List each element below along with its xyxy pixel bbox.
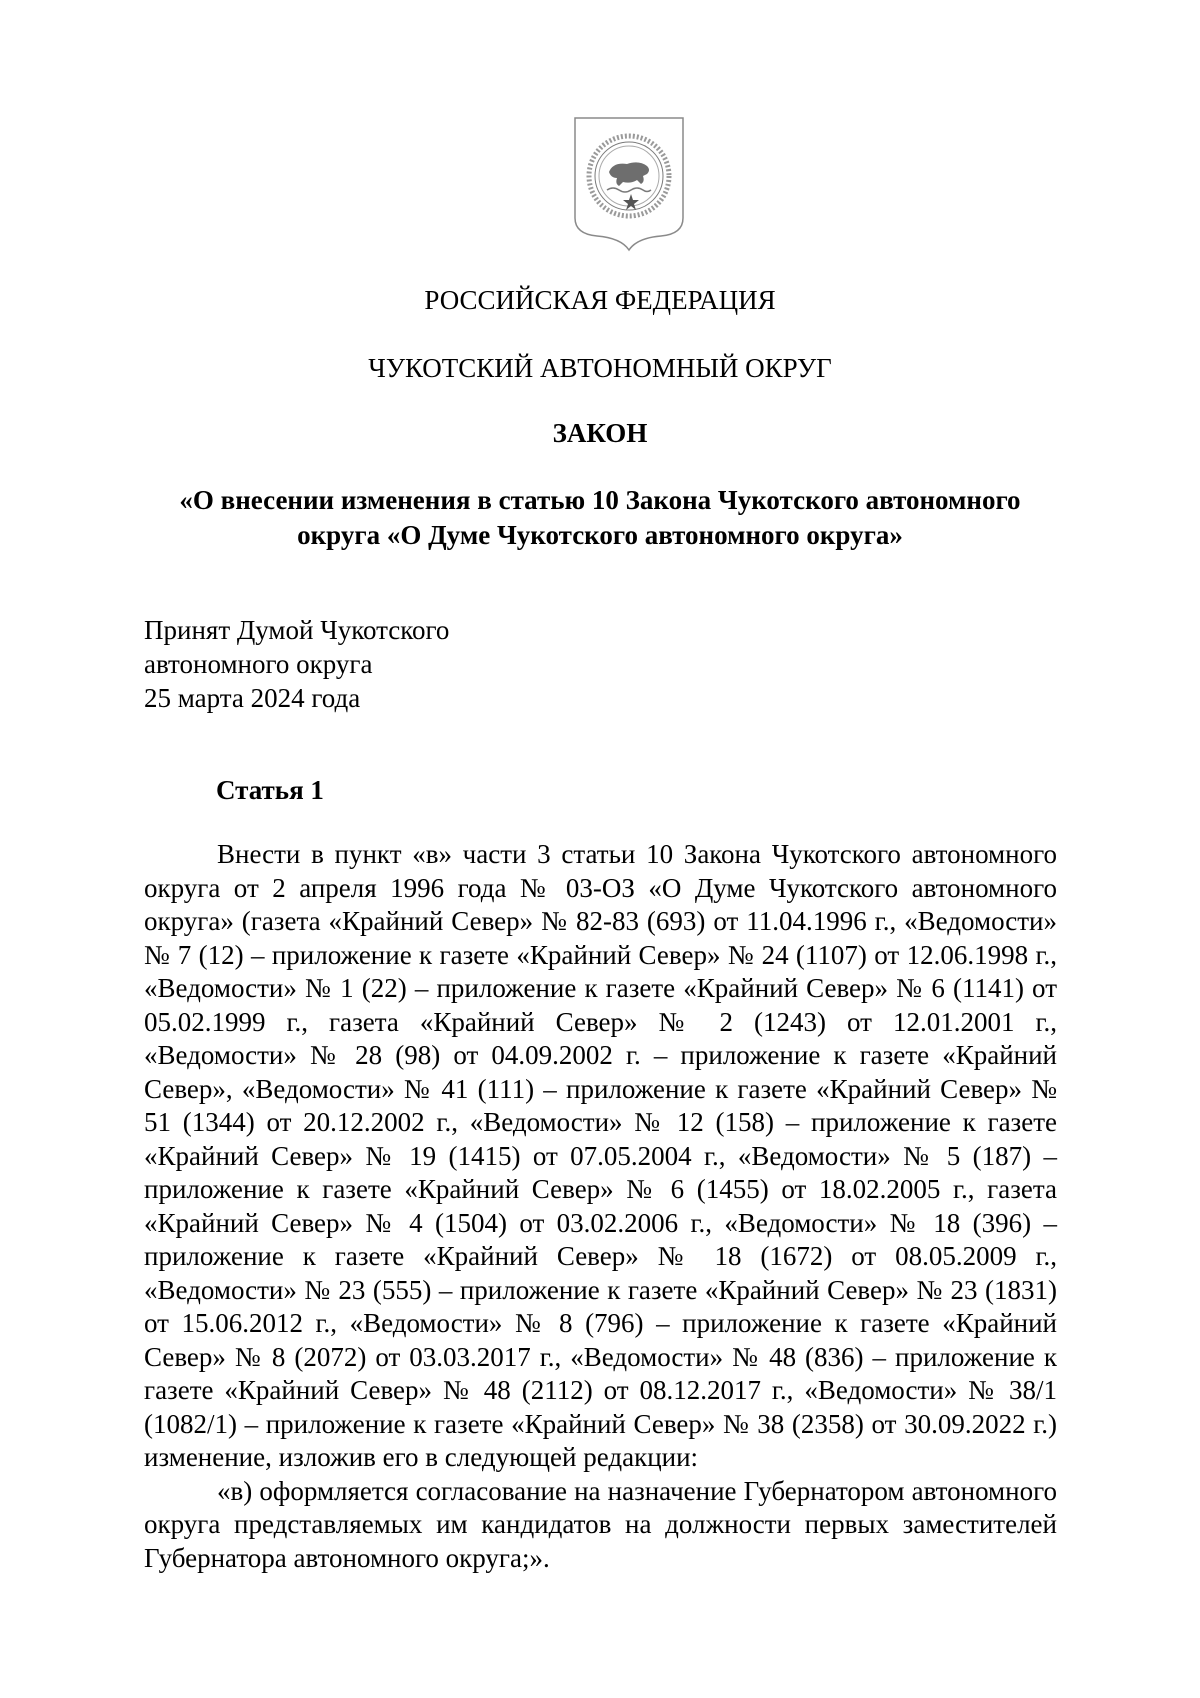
adoption-line-2: автономного округа <box>144 649 373 679</box>
document-type-heading: ЗАКОН <box>552 418 648 448</box>
country-heading: РОССИЙСКАЯ ФЕДЕРАЦИЯ <box>424 285 776 315</box>
article-paragraph-new-text: «в) оформляется согласование на назначение Губернатором автономного округа представляемых им кандидатов на должности первых заместителей Губернатора автономного округа;». <box>144 1475 1057 1573</box>
adoption-block <box>144 613 449 715</box>
adoption-line-1: Принят Думой Чукотского <box>144 615 450 645</box>
article-heading: Статья 1 <box>216 775 324 805</box>
law-title: «О внесении изменения в статью 10 Закона Чукотского автономного округа «О Думе Чукотского автономного округа» <box>179 485 1021 550</box>
article-body <box>144 838 1057 1575</box>
adoption-date: 25 марта 2024 года <box>144 683 361 713</box>
article-paragraph-amendment: Внести в пункт «в» части 3 статьи 10 Закона Чукотского автономного округа от 2 апреля 1996 года № 03-ОЗ «О Думе Чукотского автономного округа» (газета «Крайний Север» № 82-83 (693) от 11.04.1996 г., «Ведомости» № 7 (12) – приложение к газете «Крайний Север» № 24 (1107) от 12.06.1998 г., «Ведомости» № 1 (22) – приложение к газете «Крайний Север» № 6 (1141) от 05.02.1999 г., газета «Крайний Север» № 2 (1243) от 12.01.2001 г., «Ведомости» № 28 (98) от 04.09.2002 г. – приложение к газете «Крайний Север», «Ведомости» № 41 (111) – приложение к газете «Крайний Север» № 51 (1344) от 20.12.2002 г., «Ведомости» № 12 (158) – приложение к газете «Крайний Север» № 19 (1415) от 07.05.2004 г., «Ведомости» № 5 (187) – приложение к газете «Крайний Север» № 6 (1455) от 18.02.2005 г., газета «Крайний Север» № 4 (1504) от 03.02.2006 г., «Ведомости» № 18 (396) – приложение к газете «Крайний Север» № 18 (1672) от 08.05.2009 г., «Ведомости» № 23 (555) – приложение к газете «Крайний Север» № 23 (1831) от 15.06.2012 г., «Ведомости» № 8 (796) – приложение к газете «Крайний Север» № 8 (2072) от 03.03.2017 г., «Ведомости» № 48 (836) – приложение к газете «Крайний Север» № 48 (2112) от 08.12.2017 г., «Ведомости» № 38/1 (1082/1) – приложение к газете «Крайний Север» № 38 (2358) от 30.09.2022 г.) изменение, изложив его в следующей редакции: <box>144 839 1057 1472</box>
region-heading: ЧУКОТСКИЙ АВТОНОМНЫЙ ОКРУГ <box>368 353 832 383</box>
coat-of-arms-icon <box>571 114 687 254</box>
